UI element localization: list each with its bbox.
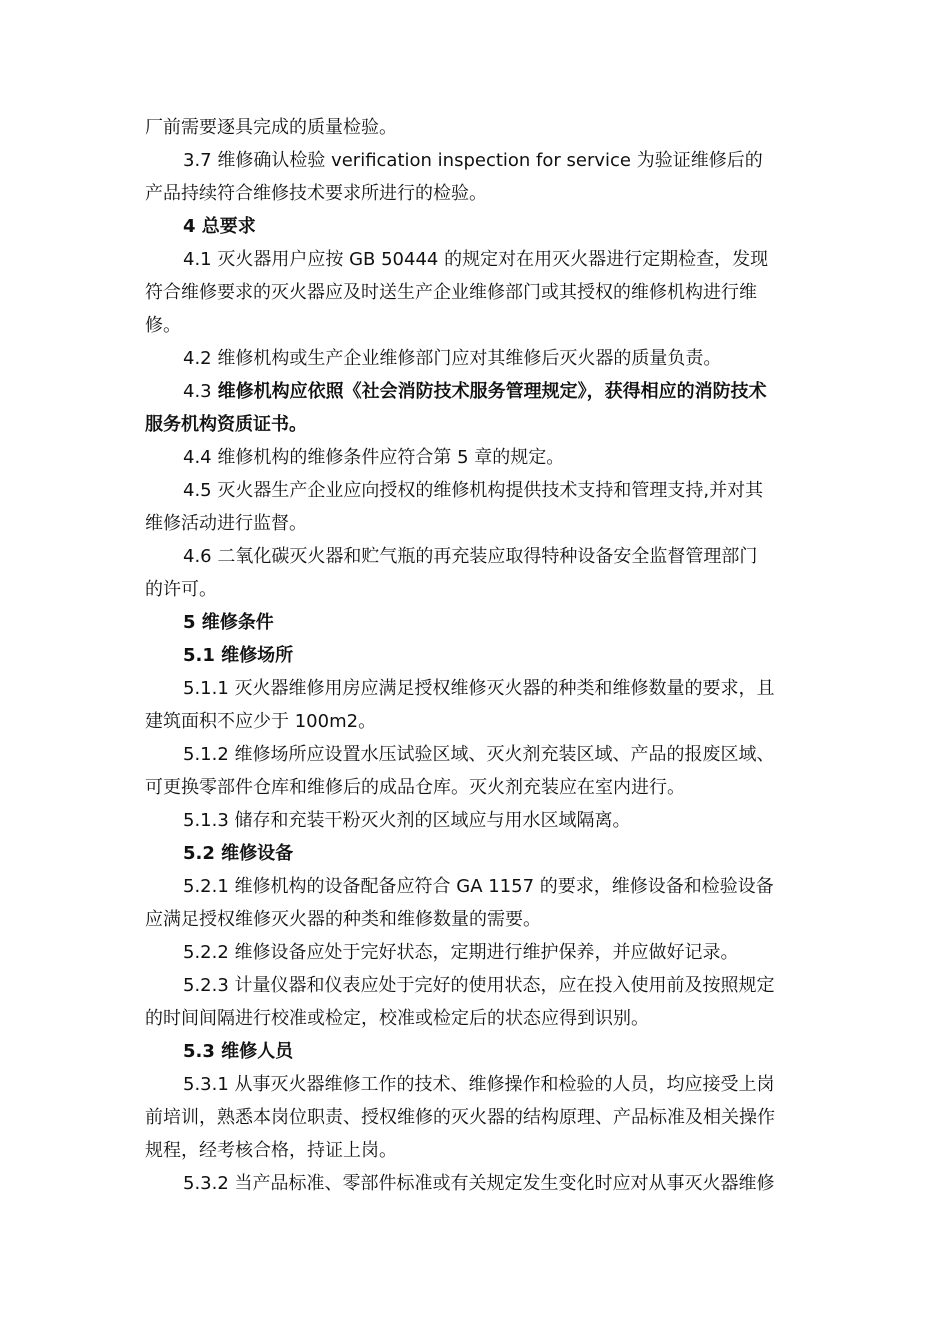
section-heading-5-2: 5.2 维修设备 [183, 843, 294, 864]
paragraph-5-2-2 [145, 936, 810, 969]
paragraph-5-2-3 [145, 969, 810, 1035]
paragraph-4-1 [145, 243, 810, 342]
text-line: 5.2.2 维修设备应处于完好状态，定期进行维护保养，并应做好记录。 [183, 942, 739, 963]
paragraph-4-2 [145, 342, 810, 375]
section-heading-5-3: 5.3 维修人员 [183, 1041, 294, 1062]
text-line: 4.1 灭火器用户应按 GB 50444 的规定对在用灭火器进行定期检查，发现 [183, 249, 769, 270]
paragraph-4-6 [145, 540, 810, 606]
text-line: 建筑面积不应少于 100m2。 [145, 711, 377, 732]
section-heading-4: 4 总要求 [183, 216, 256, 237]
text-line: 的时间间隔进行校准或检定，校准或检定后的状态应得到识别。 [145, 1008, 649, 1029]
text-line: 应满足授权维修灭火器的种类和维修数量的需要。 [145, 909, 541, 930]
text-line: 厂前需要逐具完成的质量检验。 [145, 117, 397, 138]
text-line: 维修活动进行监督。 [145, 513, 307, 534]
text-line: 产品持续符合维修技术要求所进行的检验。 [145, 183, 487, 204]
text-line: 可更换零部件仓库和维修后的成品仓库。灭火剂充装应在室内进行。 [145, 777, 685, 798]
bold-text-line: 服务机构资质证书。 [145, 414, 307, 435]
text-line: 4.4 维修机构的维修条件应符合第 5 章的规定。 [183, 447, 565, 468]
clause-number: 4.3 [183, 381, 212, 402]
paragraph-5-1-1 [145, 672, 810, 738]
document-page [145, 111, 810, 1200]
paragraph-continuation [145, 111, 810, 144]
paragraph-5-2-1 [145, 870, 810, 936]
paragraph-3-7 [145, 144, 810, 210]
text-line: 5.1.3 储存和充装干粉灭火剂的区域应与用水区域隔离。 [183, 810, 631, 831]
paragraph-5-3-1 [145, 1068, 810, 1167]
text-line: 4.2 维修机构或生产企业维修部门应对其维修后灭火器的质量负责。 [183, 348, 722, 369]
paragraph-5-3-2 [145, 1167, 810, 1200]
text-line: 5.2.3 计量仪器和仪表应处于完好的使用状态，应在投入使用前及按照规定 [183, 975, 775, 996]
text-line [145, 375, 810, 408]
text-line: 修。 [145, 315, 181, 336]
text-line: 3.7 维修确认检验 verification inspection for service 为验证维修后的 [183, 150, 763, 171]
text-line: 5.1.1 灭火器维修用房应满足授权维修灭火器的种类和维修数量的要求，且 [183, 678, 775, 699]
text-line: 前培训，熟悉本岗位职责、授权维修的灭火器的结构原理、产品标准及相关操作 [145, 1107, 775, 1128]
text-line: 规程，经考核合格，持证上岗。 [145, 1140, 397, 1161]
paragraph-5-1-2 [145, 738, 810, 804]
text-line: 符合维修要求的灭火器应及时送生产企业维修部门或其授权的维修机构进行维 [145, 282, 757, 303]
text-line: 的许可。 [145, 579, 217, 600]
paragraph-4-4 [145, 441, 810, 474]
text-line: 4.5 灭火器生产企业应向授权的维修机构提供技术支持和管理支持,并对其 [183, 480, 764, 501]
bold-text: 维修机构应依照《社会消防技术服务管理规定》，获得相应的消防技术 [217, 381, 767, 402]
text-line: 4.6 二氧化碳灭火器和贮气瓶的再充装应取得特种设备安全监督管理部门 [183, 546, 758, 567]
text-line: 5.1.2 维修场所应设置水压试验区域、灭火剂充装区域、产品的报废区域、 [183, 744, 775, 765]
section-heading-5: 5 维修条件 [183, 612, 274, 633]
text-line: 5.3.1 从事灭火器维修工作的技术、维修操作和检验的人员，均应接受上岗 [183, 1074, 775, 1095]
paragraph-4-5 [145, 474, 810, 540]
paragraph-5-1-3 [145, 804, 810, 837]
section-heading-5-1: 5.1 维修场所 [183, 645, 294, 666]
text-line: 5.2.1 维修机构的设备配备应符合 GA 1157 的要求，维修设备和检验设备 [183, 876, 774, 897]
text-line: 5.3.2 当产品标准、零部件标准或有关规定发生变化时应对从事灭火器维修 [183, 1173, 775, 1194]
paragraph-4-3 [145, 375, 810, 441]
